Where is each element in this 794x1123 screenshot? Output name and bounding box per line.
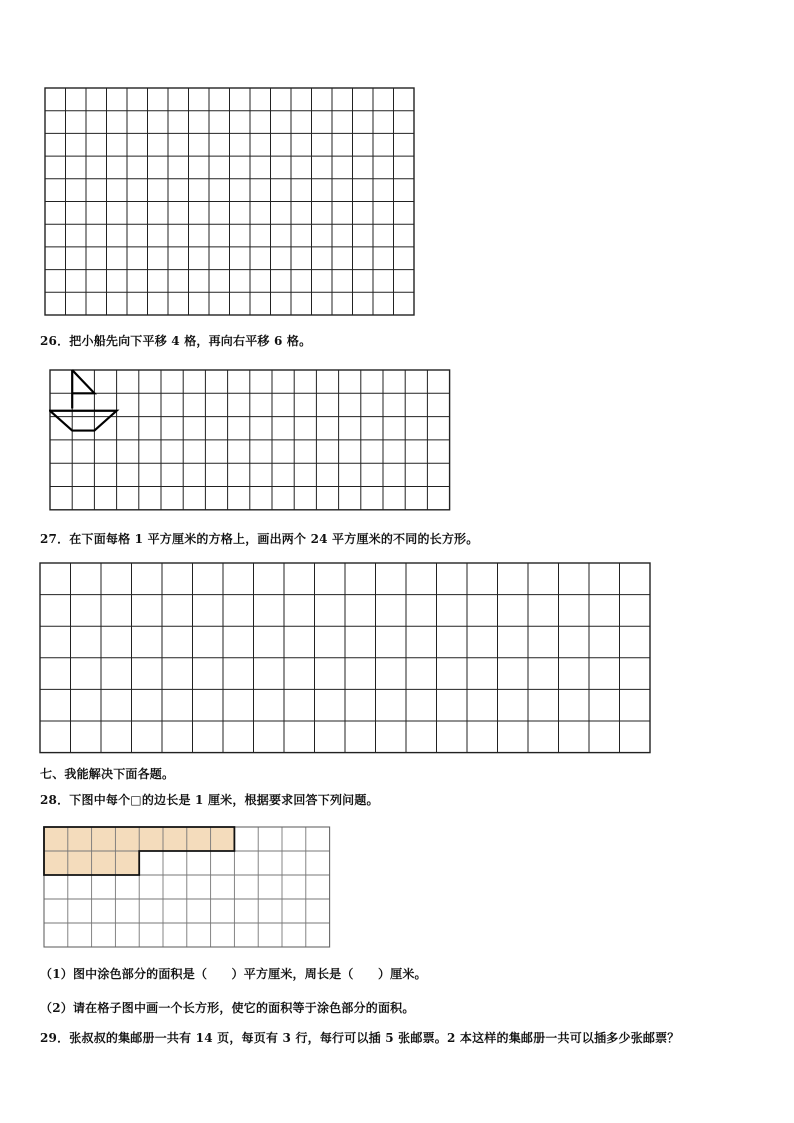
shaded-cell	[115, 851, 139, 875]
rectangle-drawing-grid	[39, 562, 652, 754]
boat-sail	[72, 370, 94, 393]
boat-square-grid	[49, 369, 451, 513]
question-26-text: 26．把小船先向下平移 4 格，再向右平移 6 格。	[40, 334, 312, 348]
shaded-cell	[211, 827, 235, 851]
question-28-text: 28．下图中每个□的边长是 1 厘米，根据要求回答下列问题。	[40, 793, 379, 807]
boat-hull	[50, 411, 117, 431]
shaded-cell	[68, 851, 92, 875]
shaded-cell	[139, 827, 163, 851]
top-square-grid	[44, 87, 418, 317]
shaded-cell	[44, 851, 68, 875]
shaded-cell	[163, 827, 187, 851]
section-heading: 七、我能解决下面各题。	[40, 767, 175, 781]
shaded-cell	[115, 827, 139, 851]
shaded-cell	[44, 827, 68, 851]
question-28-part-1: （1）图中涂色部分的面积是（ ）平方厘米，周长是（ ）厘米。	[40, 967, 427, 981]
shaded-cell	[68, 827, 92, 851]
question-29-text: 29．张叔叔的集邮册一共有 14 页，每页有 3 行，每行可以插 5 张邮票。2 本这样的集邮册一共可以插多少张邮票？	[40, 1031, 680, 1045]
shaded-cell	[92, 827, 116, 851]
shaded-cell	[187, 827, 211, 851]
question-28-part-2: （2）请在格子图中画一个长方形，使它的面积等于涂色部分的面积。	[40, 1001, 415, 1015]
shaded-cell	[92, 851, 116, 875]
question-27-text: 27．在下面每格 1 平方厘米的方格上，画出两个 24 平方厘米的不同的长方形。	[40, 532, 479, 546]
shaded-area-grid	[43, 826, 331, 948]
